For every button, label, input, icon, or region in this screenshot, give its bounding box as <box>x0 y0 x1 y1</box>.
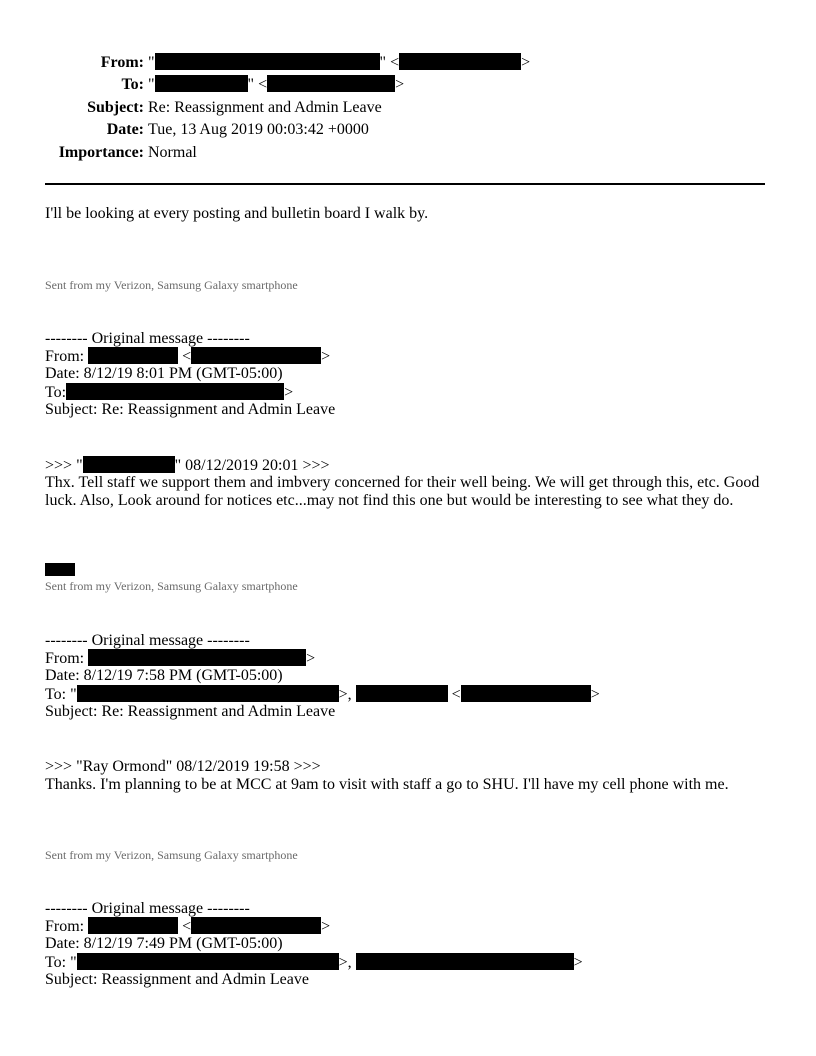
orig3-subject-line: Subject: Reassignment and Admin Leave <box>45 971 309 988</box>
redaction-block <box>356 685 448 702</box>
orig2-to-label: To: " <box>45 686 77 703</box>
from-value: " " < > <box>148 54 531 71</box>
redaction-block <box>267 75 395 92</box>
header-to-row <box>0 75 816 95</box>
to-value: " " < > <box>148 76 405 93</box>
orig1-to-line: To: > <box>45 384 294 401</box>
original-message-divider: -------- Original message -------- <box>45 330 250 347</box>
header-importance-row <box>0 143 816 163</box>
orig1-from-line: From: < > <box>45 348 331 365</box>
orig3-from-label: From: <box>45 918 85 935</box>
quote1-line: >>> " " 08/12/2019 20:01 >>> <box>45 457 330 474</box>
orig3-to-line: To: " >, > <box>45 954 583 971</box>
original-message-divider: -------- Original message -------- <box>45 900 250 917</box>
header-divider <box>45 183 765 185</box>
quote1-text: Thx. Tell staff we support them and imbvery concerned for their well being. We will get through this, etc. Good luck. Also, Look around for notices etc...may not find this one but would be interesting to see what they do. <box>45 474 760 509</box>
from-label: From: <box>100 54 144 71</box>
orig2-date-line: Date: 8/12/19 7:58 PM (GMT-05:00) <box>45 667 283 684</box>
date-value: Tue, 13 Aug 2019 00:03:42 +0000 <box>148 121 369 138</box>
orig1-to-label: To: <box>45 384 67 401</box>
redaction-block <box>191 917 321 934</box>
importance-label: Importance: <box>58 144 144 161</box>
subject-value: Re: Reassignment and Admin Leave <box>148 99 382 116</box>
redaction-block <box>66 383 284 400</box>
redaction-block <box>155 75 248 92</box>
orig2-from-label: From: <box>45 650 85 667</box>
orig1-from-label: From: <box>45 348 85 365</box>
redaction-block <box>88 917 178 934</box>
orig3-date-line: Date: 8/12/19 7:49 PM (GMT-05:00) <box>45 935 283 952</box>
original-message-divider: -------- Original message -------- <box>45 632 250 649</box>
signature: Sent from my Verizon, Samsung Galaxy smartphone <box>45 278 298 292</box>
orig2-from-line: From: > <box>45 650 316 667</box>
orig1-subject-line: Subject: Re: Reassignment and Admin Leave <box>45 401 336 418</box>
redaction-block <box>77 953 339 970</box>
quote2-text: Thanks. I'm planning to be at MCC at 9am to visit with staff a go to SHU. I'll have my cell phone with me. <box>45 776 729 793</box>
quote2-line: >>> "Ray Ormond" 08/12/2019 19:58 >>> <box>45 758 321 775</box>
header-from-row <box>0 53 816 73</box>
orig2-to-line: To: " >, < > <box>45 686 600 703</box>
importance-value: Normal <box>148 144 197 161</box>
orig1-date-line: Date: 8/12/19 8:01 PM (GMT-05:00) <box>45 365 283 382</box>
signature: Sent from my Verizon, Samsung Galaxy smartphone <box>45 848 298 862</box>
orig3-from-line: From: < > <box>45 918 331 935</box>
orig3-to-label: To: " <box>45 954 77 971</box>
redaction-block <box>77 685 339 702</box>
redaction-block <box>45 563 75 576</box>
redaction-block <box>88 649 306 666</box>
redaction-block <box>399 53 521 70</box>
header-subject-row <box>0 98 816 118</box>
reply-text: I'll be looking at every posting and bulletin board I walk by. <box>45 205 429 222</box>
redaction-block <box>191 347 321 364</box>
redaction-block <box>356 953 574 970</box>
subject-label: Subject: <box>87 99 144 116</box>
header-date-row <box>0 120 816 140</box>
redaction-block <box>155 53 380 70</box>
signature: Sent from my Verizon, Samsung Galaxy smartphone <box>45 579 298 593</box>
to-label: To: <box>121 76 144 93</box>
quote1-suffix: " 08/12/2019 20:01 >>> <box>174 457 330 474</box>
redaction-block <box>88 347 178 364</box>
date-label: Date: <box>106 121 144 138</box>
redaction-block <box>83 456 175 473</box>
redaction-block <box>461 685 591 702</box>
orig2-subject-line: Subject: Re: Reassignment and Admin Leave <box>45 703 336 720</box>
